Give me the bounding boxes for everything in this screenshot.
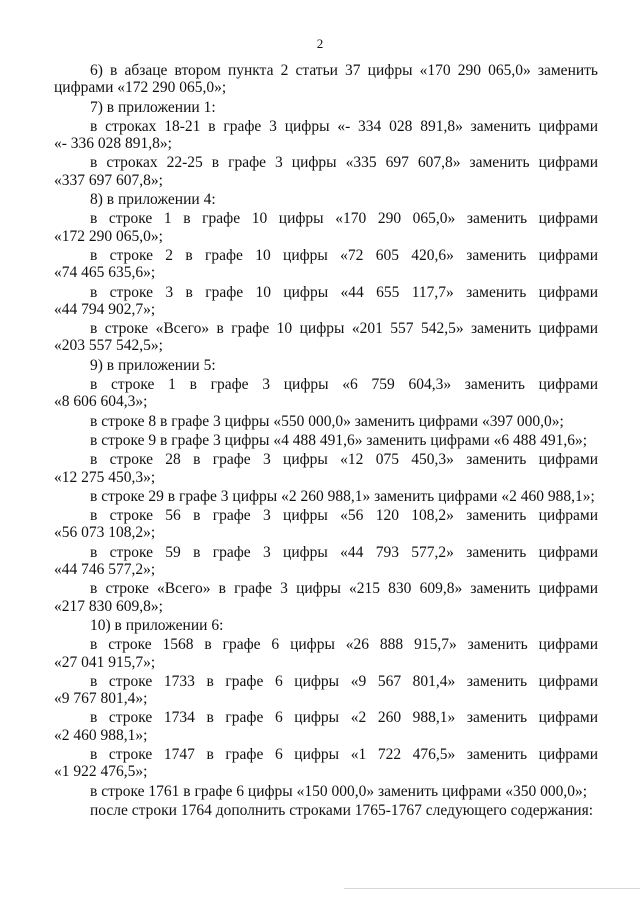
amendment-paragraph <box>54 118 598 153</box>
amendment-paragraph <box>54 580 598 615</box>
amendment-paragraph <box>54 709 598 744</box>
amendment-line: в строке 28 в графе 3 цифры «12 075 450,3» заменить цифрами <box>90 451 598 469</box>
amendment-paragraph <box>54 636 598 671</box>
amendment-paragraph <box>54 320 598 355</box>
amendment-continuation: «172 290 065,0»; <box>54 227 163 245</box>
amendment-line: в строке 1747 в графе 6 цифры «1 722 476,5» заменить цифрами <box>90 745 598 763</box>
amendment-continuation: «44 794 902,7»; <box>54 300 156 318</box>
amendment-paragraph <box>54 62 598 97</box>
amendment-line: в строке 1733 в графе 6 цифры «9 567 801,4» заменить цифрами <box>90 672 598 690</box>
scan-edge-line <box>344 888 640 889</box>
amendment-continuation: «8 606 604,3»; <box>54 393 148 411</box>
amendment-line: в строке 9 в графе 3 цифры «4 488 491,6» заменить цифрами «6 488 491,6»; <box>90 431 588 449</box>
amendment-line: в строке 1568 в графе 6 цифры «26 888 915,7» заменить цифрами <box>90 636 598 654</box>
amendment-continuation: «203 557 542,5»; <box>54 337 163 355</box>
amendment-paragraph <box>54 507 598 542</box>
section-heading: 10) в приложении 6: <box>90 616 224 634</box>
amendment-line: в строке 59 в графе 3 цифры «44 793 577,2» заменить цифрами <box>90 543 598 561</box>
amendment-paragraph <box>54 154 598 189</box>
amendment-line: в строках 22-25 в графе 3 цифры «335 697 607,8» заменить цифрами <box>90 154 598 172</box>
section-heading: 8) в приложении 4: <box>90 191 216 209</box>
amendment-paragraph <box>54 376 598 411</box>
amendment-line: в строке 3 в графе 10 цифры «44 655 117,7» заменить цифрами <box>90 283 598 301</box>
amendment-continuation: цифрами «172 290 065,0»; <box>54 79 227 97</box>
amendment-continuation: «337 697 607,8»; <box>54 171 163 189</box>
amendment-paragraph <box>54 746 598 781</box>
amendment-continuation: «12 275 450,3»; <box>54 468 156 486</box>
amendment-line: в строке 2 в графе 10 цифры «72 605 420,6» заменить цифрами <box>90 246 598 264</box>
amendment-paragraph <box>54 544 598 579</box>
amendment-line: в строке 1 в графе 10 цифры «170 290 065,0» заменить цифрами <box>90 210 598 228</box>
amendment-line: в строке 56 в графе 3 цифры «56 120 108,2» заменить цифрами <box>90 507 598 525</box>
amendment-line: в строке «Всего» в графе 10 цифры «201 557 542,5» заменить цифрами <box>90 320 598 338</box>
document-body <box>54 62 598 819</box>
amendment-continuation: «1 922 476,5»; <box>54 763 148 781</box>
section-heading: 9) в приложении 5: <box>90 356 216 374</box>
amendment-line: в строках 18-21 в графе 3 цифры «- 334 028 891,8» заменить цифрами <box>90 117 598 135</box>
amendment-continuation: «2 460 988,1»; <box>54 726 148 744</box>
amendment-paragraph <box>54 284 598 319</box>
amendment-line: в строке 8 в графе 3 цифры «550 000,0» заменить цифрами «397 000,0»; <box>90 412 564 430</box>
amendment-line: в строке 1 в графе 3 цифры «6 759 604,3» заменить цифрами <box>90 376 598 394</box>
amendment-continuation: «27 041 915,7»; <box>54 653 156 671</box>
amendment-line: в строке 1761 в графе 6 цифры «150 000,0» заменить цифрами «350 000,0»; <box>90 782 588 800</box>
amendment-continuation: «74 465 635,6»; <box>54 264 156 282</box>
amendment-line: в строке «Всего» в графе 3 цифры «215 830 609,8» заменить цифрами <box>90 580 598 598</box>
page-number: 2 <box>316 36 324 51</box>
amendment-paragraph <box>54 247 598 282</box>
amendment-line: в строке 29 в графе 3 цифры «2 260 988,1» заменить цифрами «2 460 988,1»; <box>90 487 595 505</box>
amendment-continuation: «- 336 028 891,8»; <box>54 135 172 153</box>
amendment-continuation: «9 767 801,4»; <box>54 690 148 708</box>
amendment-paragraph <box>54 210 598 245</box>
amendment-paragraph <box>54 451 598 486</box>
amendment-line: после строки 1764 дополнить строками 1765-1767 следующего содержания: <box>90 801 594 819</box>
amendment-line: 6) в абзаце втором пункта 2 статьи 37 цифры «170 290 065,0» заменить <box>90 62 598 79</box>
amendment-continuation: «44 746 577,2»; <box>54 561 156 579</box>
amendment-paragraph <box>54 673 598 708</box>
amendment-line: в строке 1734 в графе 6 цифры «2 260 988,1» заменить цифрами <box>90 709 598 727</box>
section-heading: 7) в приложении 1: <box>90 98 216 116</box>
amendment-continuation: «56 073 108,2»; <box>54 524 156 542</box>
amendment-continuation: «217 830 609,8»; <box>54 597 163 615</box>
